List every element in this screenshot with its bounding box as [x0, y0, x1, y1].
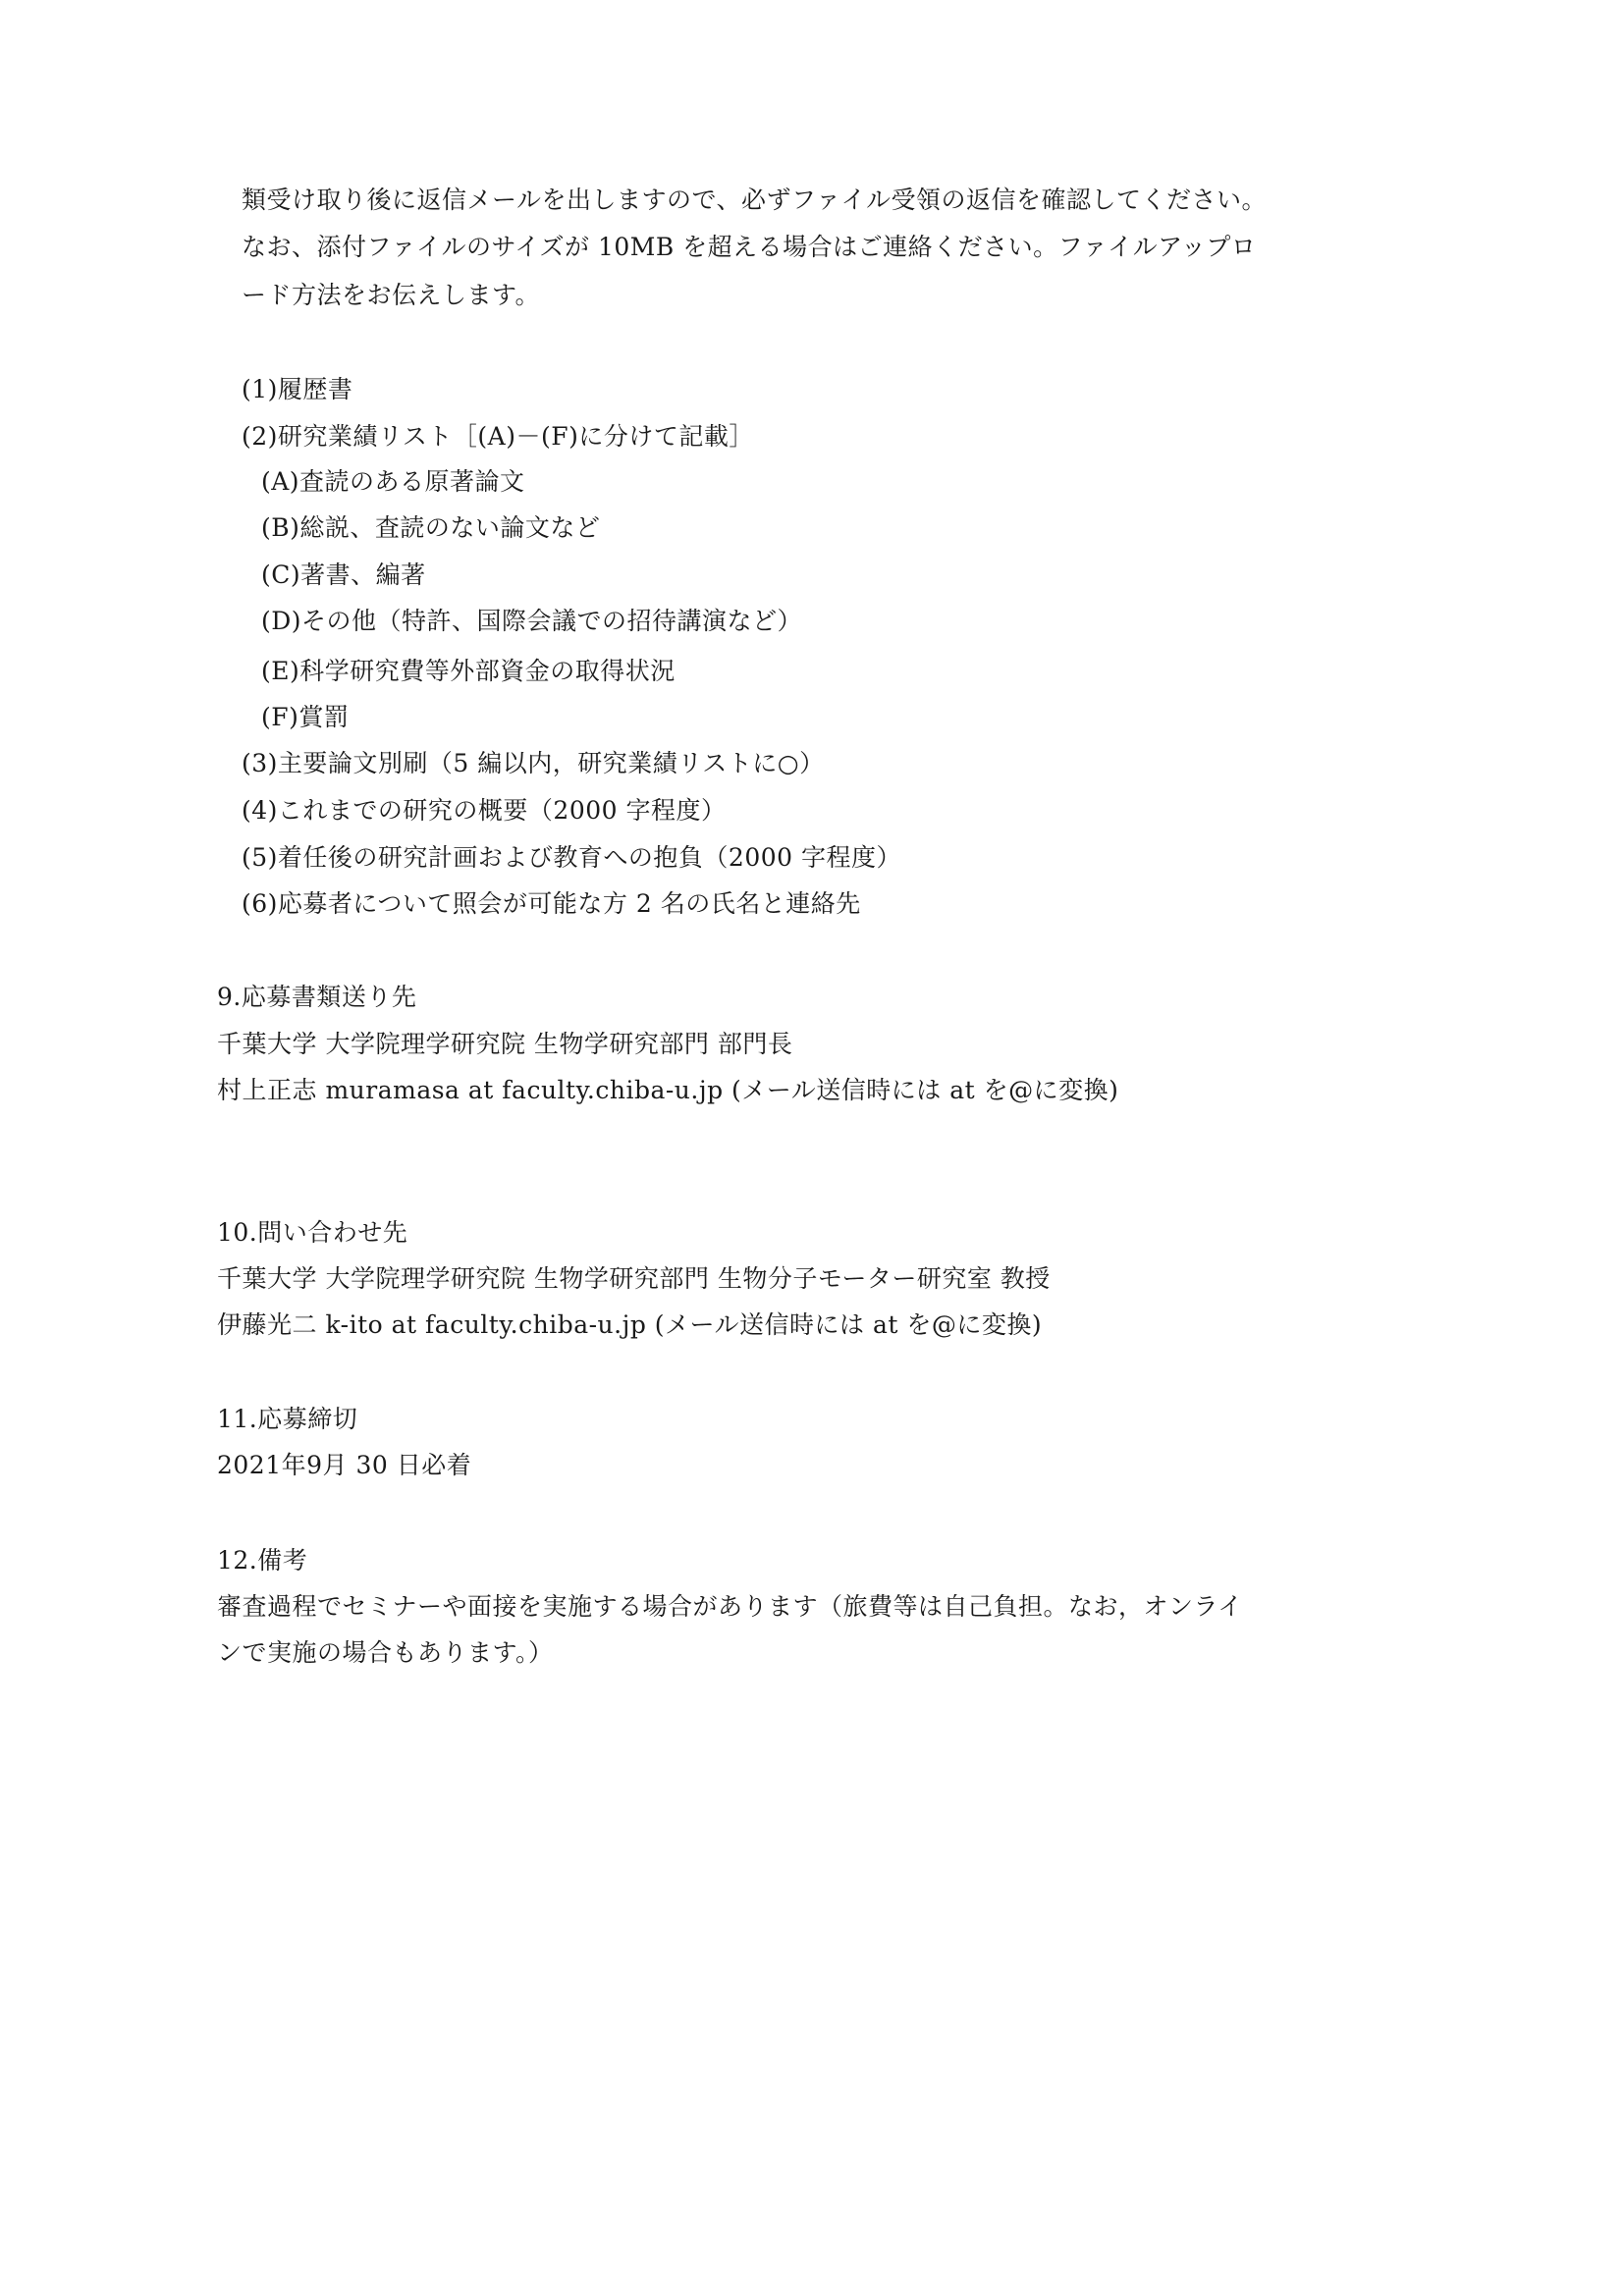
intro-line-1: 類受け取り後に返信メールを出しますので、必ずファイル受領の返信を確認してください。	[242, 186, 1268, 214]
section-12-line-2: ンで実施の場合もあります。）	[217, 1638, 554, 1667]
section-9-line-2: 村上正志 muramasa at faculty.chiba-u.jp (メール送信時には at を@に変換)	[217, 1076, 1119, 1104]
document-item-2: (2)研究業績リスト［(A)－(F)に分けて記載］	[242, 422, 754, 451]
section-11-line-1: 2021年9月 30 日必着	[217, 1451, 472, 1479]
document-subitem-e: (E)科学研究費等外部資金の取得状況	[261, 657, 676, 685]
section-10-line-2: 伊藤光二 k-ito at faculty.chiba-u.jp (メール送信時には at を@に変換)	[217, 1310, 1043, 1339]
intro-line-3: ード方法をお伝えします。	[242, 281, 541, 309]
intro-line-2: なお、添付ファイルのサイズが 10MB を超える場合はご連絡ください。ファイルアップロ	[242, 233, 1257, 261]
document-subitem-d: (D)その他（特許、国際会議での招待講演など）	[261, 607, 803, 635]
document-item-6: (6)応募者について照会が可能な方 2 名の氏名と連絡先	[242, 889, 861, 918]
document-subitem-f: (F)賞罰	[261, 703, 350, 731]
document-subitem-c: (C)著書、編著	[261, 561, 426, 589]
document-subitem-b: (B)総説、査読のない論文など	[261, 513, 601, 542]
section-10-heading: 10.問い合わせ先	[217, 1218, 408, 1247]
document-subitem-a: (A)査読のある原著論文	[261, 467, 525, 496]
section-11-heading: 11.応募締切	[217, 1405, 358, 1433]
section-9-heading: 9.応募書類送り先	[217, 983, 417, 1011]
document-item-3: (3)主要論文別刷（5 編以内，研究業績リストに○）	[242, 749, 825, 777]
document-item-4: (4)これまでの研究の概要（2000 字程度）	[242, 796, 727, 825]
document-item-1: (1)履歴書	[242, 375, 353, 403]
section-9-line-1: 千葉大学 大学院理学研究院 生物学研究部門 部門長	[217, 1030, 793, 1058]
section-12-line-1: 審査過程でセミナーや面接を実施する場合があります（旅費等は自己負担。なお，オンライ	[217, 1592, 1243, 1621]
section-12-heading: 12.備考	[217, 1546, 308, 1575]
section-10-line-1: 千葉大学 大学院理学研究院 生物学研究部門 生物分子モーター研究室 教授	[217, 1264, 1051, 1293]
document-item-5: (5)着任後の研究計画および教育への抱負（2000 字程度）	[242, 843, 901, 872]
